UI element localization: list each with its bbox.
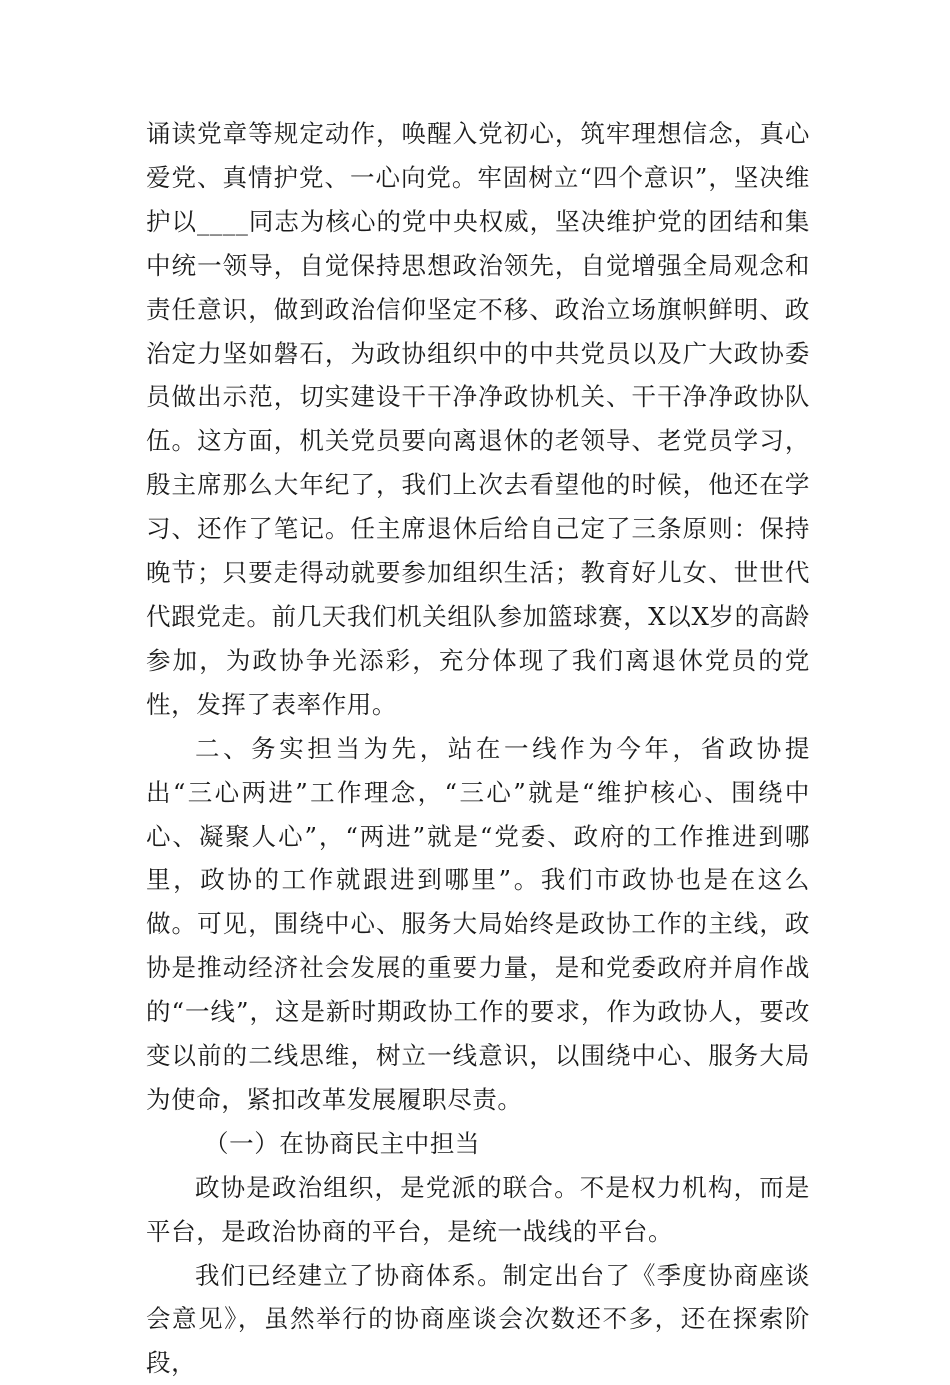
paragraph-party-charter: 诵读党章等规定动作，唤醒入党初心，筑牢理想信念，真心爱党、真情护党、一心向党。牢固树立“四个意识”，坚决维护以____同志为核心的党中央权威，坚决维护党的团结和集中统一领导，自觉保持思想政治领先，自觉增强全局观念和责任意识，做到政治信仰坚定不移、政治立场旗帜鲜明、政治定力坚如磐石，为政协组织中的中共党员以及广大政协委员做出示范，切实建设干干净净政协机关、干干净净政协队伍。这方面，机关党员要向离退休的老领导、老党员学习，殷主席那么大年纪了，我们上次去看望他的时候，他还在学习、还作了笔记。任主席退休后给自己定了三条原则：保持晚节；只要走得动就要参加组织生活；教育好儿女、世世代代跟党走。前几天我们机关组队参加篮球赛，X以X岁的高龄参加，为政协争光添彩，充分体现了我们离退休党员的党性，发挥了表率作用。 <box>146 119 810 719</box>
document-body <box>146 112 810 1385</box>
paragraph-cppcc-platform: 政协是政治组织，是党派的联合。不是权力机构，而是平台，是政治协商的平台，是统一战线的平台。 <box>146 1172 810 1246</box>
subheading-consultative-democracy: （一）在协商民主中担当 <box>204 1128 481 1158</box>
paragraph-section-two: 二、务实担当为先，站在一线作为今年，省政协提出“三心两进”工作理念，“三心”就是“维护核心、围绕中心、凝聚人心”，“两进”就是“党委、政府的工作推进到哪里，政协的工作就跟进到哪里”。我们市政协也是在这么做。可见，围绕中心、服务大局始终是政协工作的主线，政协是推动经济社会发展的重要力量，是和党委政府并肩作战的“一线”，这是新时期政协工作的要求，作为政协人，要改变以前的二线思维，树立一线意识，以围绕中心、服务大局为使命，紧扣改革发展履职尽责。 <box>146 733 810 1114</box>
paragraph-consultation-system: 我们已经建立了协商体系。制定出台了《季度协商座谈会意见》，虽然举行的协商座谈会次数还不多，还在探索阶段， <box>146 1260 810 1378</box>
